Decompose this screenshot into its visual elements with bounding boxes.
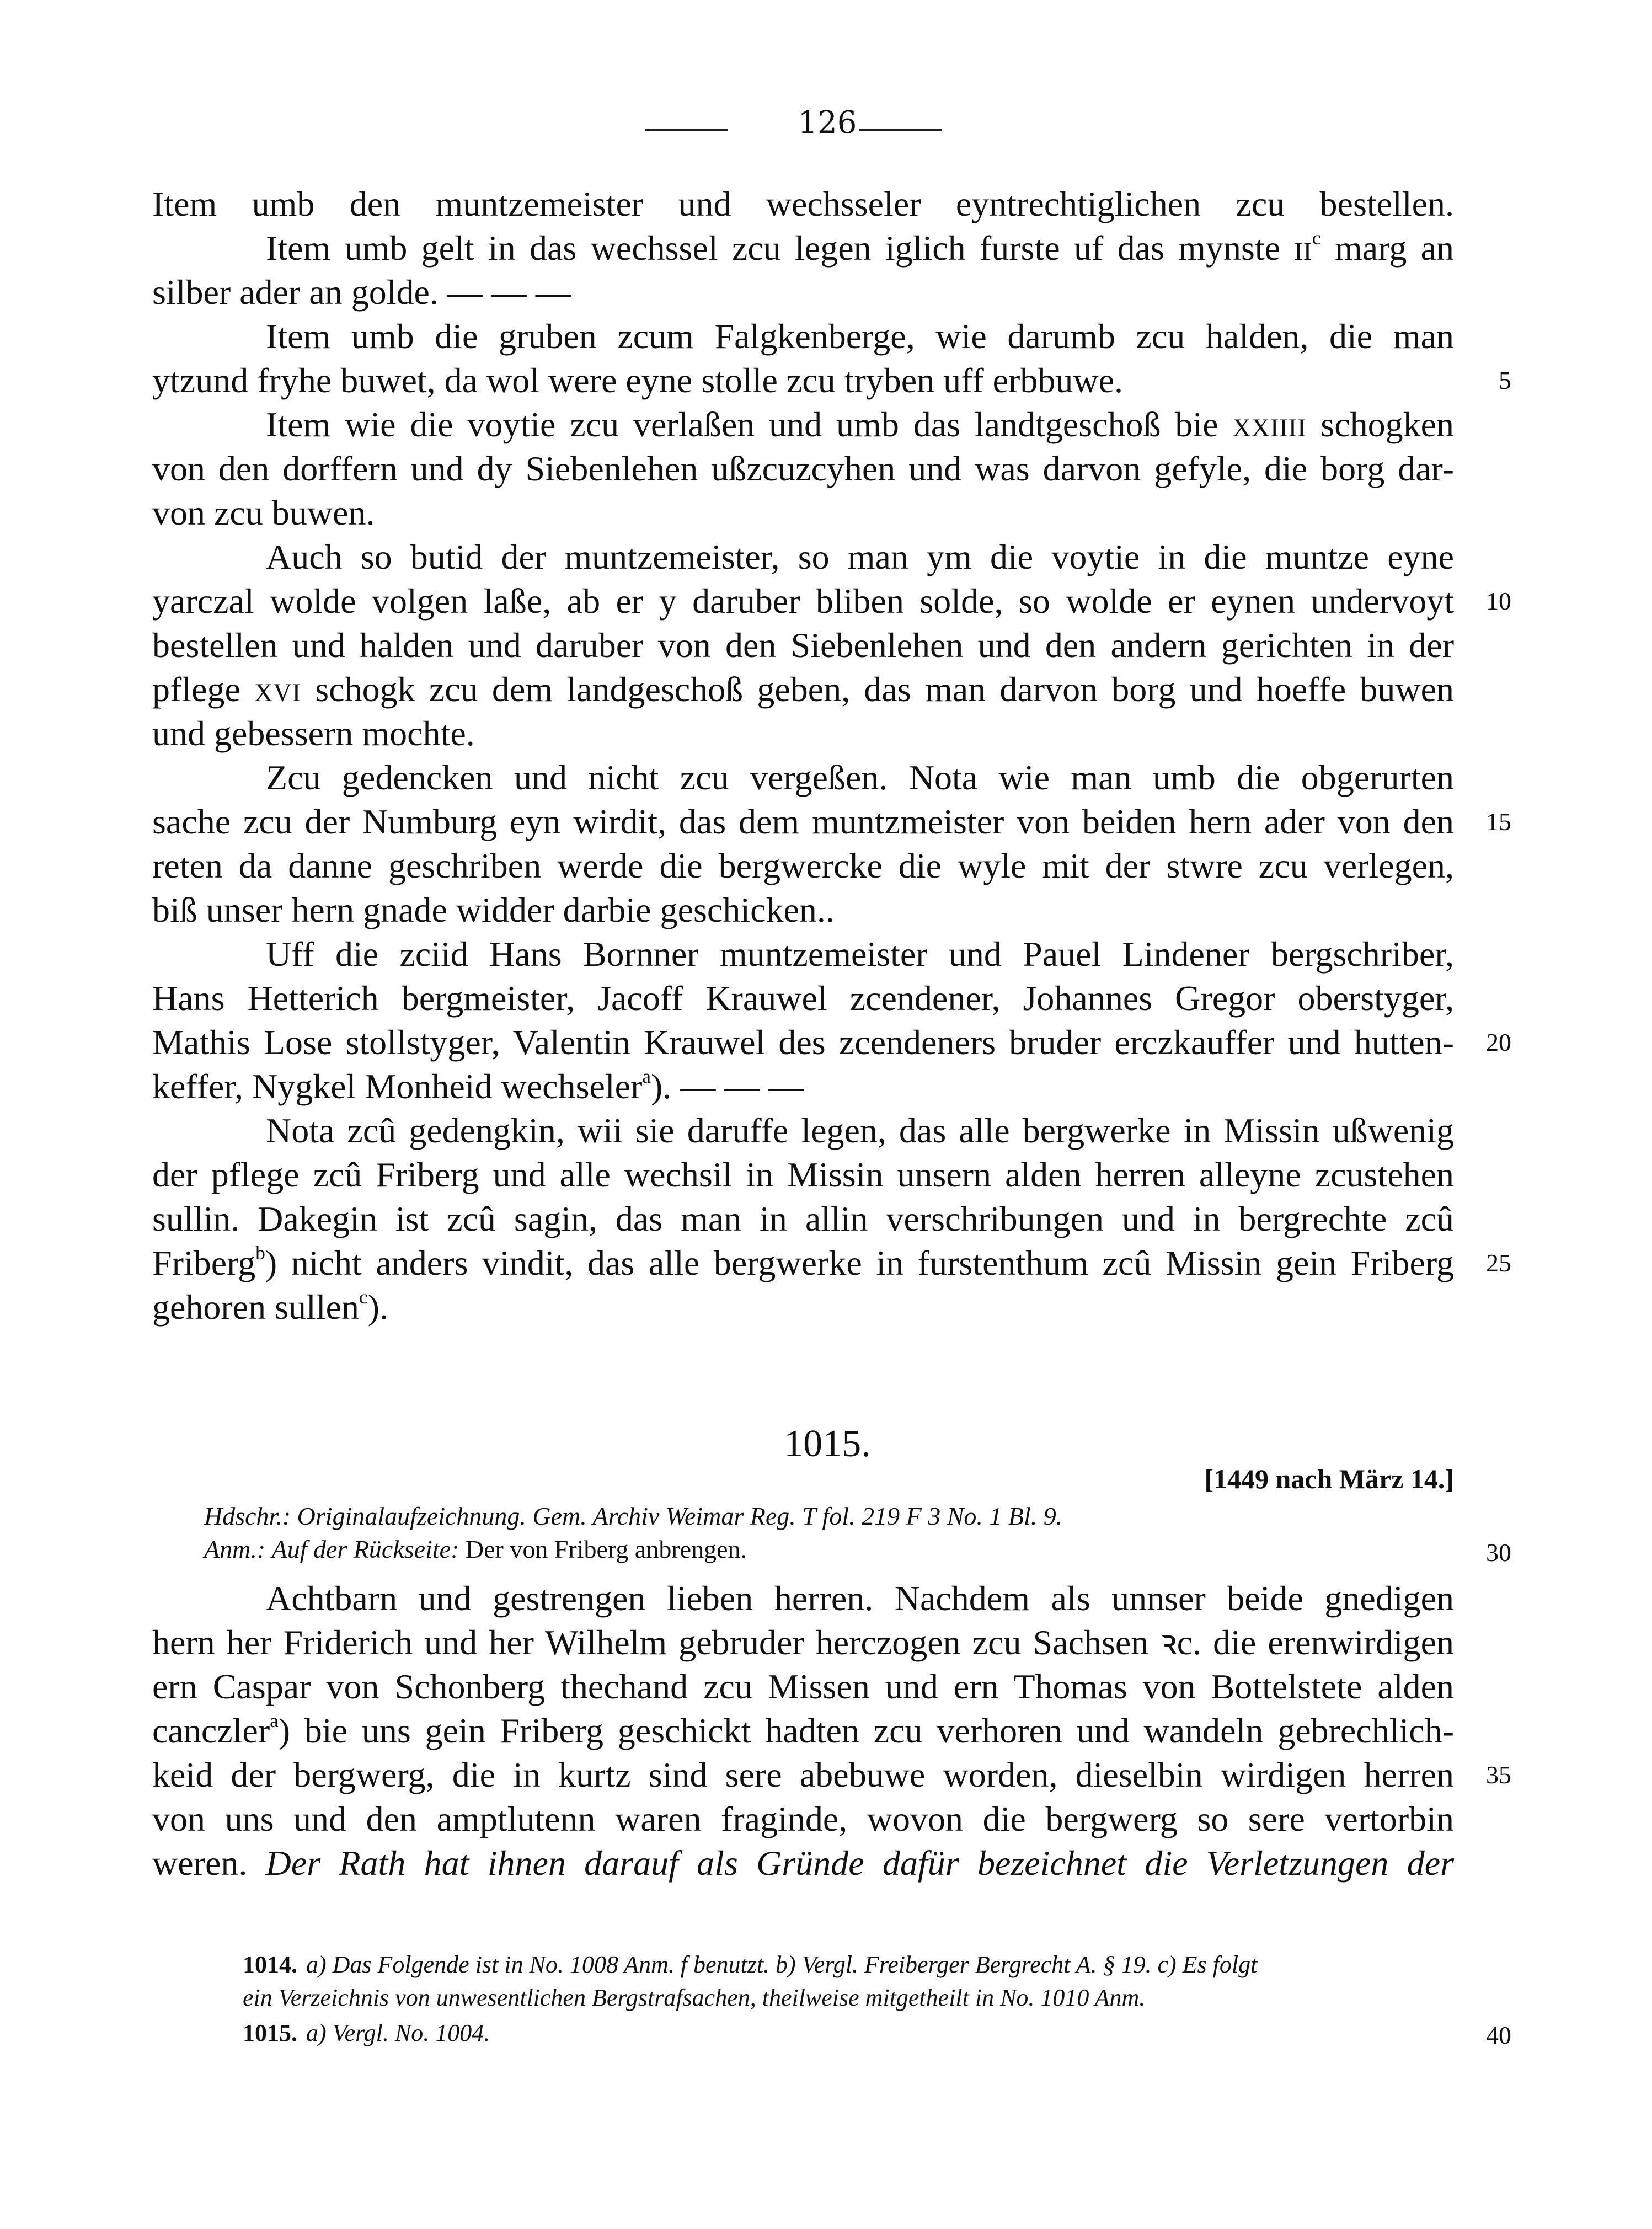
doc-line-1: Achtbarn und gestrengen lieben herren. Nachdem als unnser beide gnedigen <box>266 1579 1454 1618</box>
text-segment: Friberg <box>152 1243 256 1282</box>
document-date: [1449 nach März 14.] <box>1204 1463 1454 1494</box>
line-number-30: 30 <box>1486 1538 1511 1567</box>
footnote-mark: a <box>642 1065 651 1087</box>
text-line-2 <box>266 226 1454 274</box>
line-number-15: 15 <box>1486 808 1511 836</box>
source-text: Originalaufzeichnung. Gem. Archiv Weimar Reg. T fol. 219 F 3 No. 1 Bl. 9. <box>297 1502 1063 1530</box>
note-italic: Auf der Rückseite: <box>271 1535 459 1563</box>
doc-line-3: ern Caspar von Schonberg thechand zcu Missen und ern Thomas von Bottelstete alden <box>152 1667 1454 1706</box>
text-line-18: Uff die zciid Hans Bornner muntzemeister und Pauel Lindener bergschriber, <box>266 934 1454 974</box>
text-line-26 <box>152 1285 388 1329</box>
text-line-17: biß unser hern gnade widder darbie geschicken.. <box>152 890 835 929</box>
text-segment: ). <box>367 1287 388 1327</box>
text-line-3: silber ader an golde. — — — <box>152 272 571 312</box>
line-number-40: 40 <box>1486 2021 1511 2049</box>
text-segment: marg an <box>1334 228 1455 268</box>
doc-line-6: von uns und den amptlutenn waren fraginde, wovon die bergwerg so sere vertorbin <box>152 1799 1454 1838</box>
roman-numeral: XVI <box>254 678 302 707</box>
header-rule-right <box>859 129 942 131</box>
text-line-22: Nota zcû gedengkin, wii sie daruffe legen, das alle bergwerke in Missin ußwenig <box>266 1111 1454 1150</box>
line-number-5: 5 <box>1499 366 1511 394</box>
line-number-35: 35 <box>1486 1761 1511 1789</box>
footnote-1014-line-1 <box>243 1948 1454 1981</box>
page-number: 126 <box>798 105 857 141</box>
text-line-25 <box>152 1241 1454 1285</box>
text-segment: ). — — — <box>651 1067 804 1106</box>
text-line-7: von den dorffern und dy Siebenlehen ußzcuzcyhen und was darvon gefyle, die borg dar- <box>152 449 1454 488</box>
text-segment: ) nicht anders vindit, das alle bergwerke in furstenthum zcû Missin gein Friberg <box>265 1243 1454 1282</box>
footnote-mark: a <box>270 1709 279 1731</box>
text-segment: weren. <box>152 1843 248 1883</box>
text-segment: Item umb gelt in das wechssel zcu legen iglich furste uf das mynste <box>266 228 1281 268</box>
note-label: Anm.: <box>204 1535 266 1563</box>
text-segment: pflege <box>152 670 240 709</box>
note-text: Der von Friberg anbrengen. <box>465 1535 747 1563</box>
text-segment: Item wie die voytie zcu verlaßen und umb das landtgeschoß bie <box>266 405 1218 444</box>
text-segment: schogken <box>1320 405 1455 444</box>
footnote-mark: b <box>255 1242 265 1264</box>
doc-line-2: hern her Friderich und her Wilhelm gebruder herczogen zcu Sachsen ꝛc. die erenwirdigen <box>152 1623 1454 1662</box>
footnote-label: 1015. <box>243 2019 297 2046</box>
text-line-23: der pflege zcû Friberg und alle wechsil in Missin unsern alden herren alleyne zcustehen <box>152 1155 1454 1194</box>
doc-line-5: keid der bergwerg, die in kurtz sind sere abebuwe worden, dieselbin wirdigen herren <box>152 1755 1454 1794</box>
doc-line-7 <box>152 1841 1454 1885</box>
source-label: Hdschr.: <box>204 1502 291 1530</box>
text-line-5: ytzund fryhe buwet, da wol were eyne stolle zcu tryben uff erbbuwe. <box>152 361 1123 400</box>
text-line-13: und gebessern mochte. <box>152 714 475 753</box>
text-line-8: von zcu buwen. <box>152 493 375 532</box>
text-line-1: Item umb den muntzemeister und wechsseler eyntrechtiglichen zcu bestellen. <box>152 184 1454 223</box>
back-note <box>204 1535 747 1564</box>
line-number-10: 10 <box>1486 587 1511 615</box>
text-line-11: bestellen und halden und daruber von den Siebenlehen und den andern gerichten in der <box>152 626 1454 665</box>
line-number-25: 25 <box>1486 1249 1511 1277</box>
footnote-text: a) Das Folgende ist in No. 1008 Anm. f benutzt. b) Vergl. Freiberger Bergrecht A. § 19. c) Es folgt <box>306 1951 1258 1978</box>
text-line-4: Item umb die gruben zcum Falgkenberge, wie darumb zcu halden, die man <box>266 317 1454 356</box>
text-line-21 <box>152 1065 804 1109</box>
italic-segment: Der Rath hat ihnen darauf als Gründe dafür bezeichnet die Verletzungen der <box>265 1843 1455 1883</box>
text-line-9: Auch so butid der muntzemeister, so man ym die voytie in die muntze eyne <box>266 537 1454 576</box>
text-segment: canczler <box>152 1711 270 1750</box>
roman-numeral: XXIIII <box>1232 414 1307 442</box>
superscript: c <box>1312 227 1321 249</box>
text-line-14: Zcu gedencken und nicht zcu vergeßen. Nota wie man umb die obgerurten <box>266 758 1454 797</box>
text-line-24: sullin. Dakegin ist zcû sagin, das man in allin verschribungen und in bergrechte zcû <box>152 1199 1454 1238</box>
text-segment: ) bie uns gein Friberg geschickt hadten zcu verhoren und wandeln gebrechlich- <box>278 1711 1454 1750</box>
text-line-19: Hans Hetterich bergmeister, Jacoff Krauwel zcendener, Johannes Gregor oberstyger, <box>152 979 1454 1018</box>
footnote-text: a) Vergl. No. 1004. <box>306 2019 490 2046</box>
text-line-10: yarczal wolde volgen laße, ab er y daruber bliben solde, so wolde er eynen undervoyt <box>152 581 1454 621</box>
text-line-6 <box>266 403 1454 450</box>
text-line-16: reten da danne geschriben werde die bergwercke die wyle mit der stwre zcu verlegen, <box>152 846 1454 885</box>
roman-numeral: II <box>1294 237 1313 265</box>
footnote-label: 1014. <box>243 1951 297 1978</box>
text-line-12 <box>152 667 1454 715</box>
doc-line-4 <box>152 1709 1454 1753</box>
text-line-15: sache zcu der Numburg eyn wirdit, das dem muntzmeister von beiden hern ader von den <box>152 802 1454 841</box>
text-line-20: Mathis Lose stollstyger, Valentin Krauwel des zcendeners bruder erczkauffer und hutten- <box>152 1023 1454 1062</box>
source-note <box>204 1501 1062 1531</box>
footnote-1014-line-2: ein Verzeichnis von unwesentlichen Bergstrafsachen, theilweise mitgetheilt in No. 1010 Anm. <box>243 1984 1146 2011</box>
document-number: 1015. <box>784 1423 871 1465</box>
line-number-20: 20 <box>1486 1028 1511 1056</box>
footnote-mark: c <box>359 1286 368 1308</box>
footnote-1015 <box>243 2017 1454 2050</box>
text-segment: keffer, Nygkel Monheid wechseler <box>152 1067 643 1106</box>
text-segment: schogk zcu dem landgeschoß geben, das man darvon borg und hoeffe buwen <box>315 670 1455 709</box>
text-segment: gehoren sullen <box>152 1287 359 1327</box>
